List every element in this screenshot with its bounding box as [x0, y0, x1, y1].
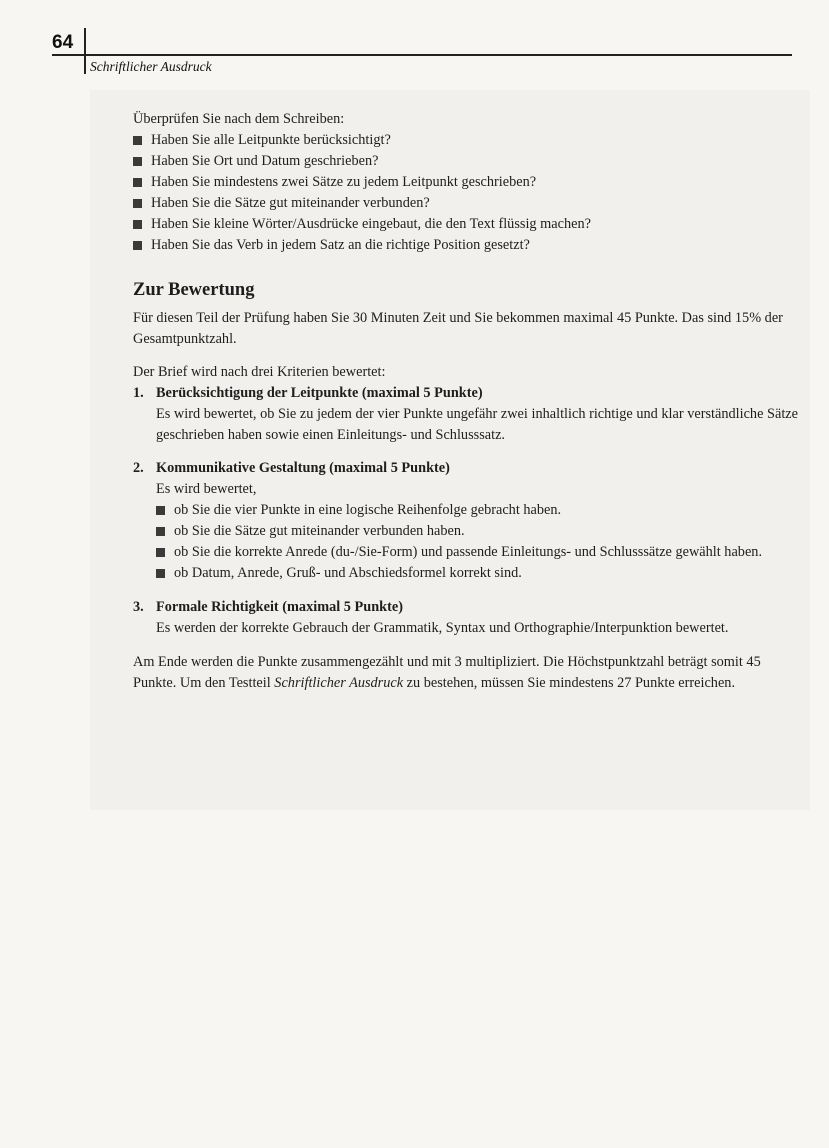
criterion-list-item: ob Sie die korrekte Anrede (du-/Sie-Form) und passende Einleitungs- und Schlusssätze gewählt haben. [156, 542, 798, 563]
section-heading: Zur Bewertung [133, 280, 255, 300]
final-text-start: Am Ende werden die Punkte zusammengezählt und mit 3 multipliziert. Die Höchstpunktzahl beträgt somit 45 Punkte. Um den Testteil [133, 654, 761, 691]
page-header [0, 0, 829, 90]
criterion-title: Formale Richtigkeit (maximal 5 Punkte) [156, 599, 403, 615]
criterion-list-item: ob Sie die Sätze gut miteinander verbunden haben. [156, 521, 798, 542]
header-rule [52, 54, 792, 56]
final-text-end: zu bestehen, müssen Sie mindestens 27 Punkte erreichen. [403, 675, 736, 691]
checklist-item: Haben Sie das Verb in jedem Satz an die richtige Position gesetzt? [133, 235, 798, 256]
page-number: 64 [52, 32, 74, 53]
criterion-list-item: ob Datum, Anrede, Gruß- und Abschiedsformel korrekt sind. [156, 563, 798, 584]
page-content [133, 109, 798, 694]
checklist-intro: Überprüfen Sie nach dem Schreiben: [133, 111, 345, 127]
criterion-body: Es wird bewertet, ob Sie zu jedem der vier Punkte ungefähr zwei inhaltlich richtige und klar verständliche Sätze geschrieben haben sowie einen Einleitungs- und Schlusssatz. [156, 406, 798, 443]
criterion-list-item: ob Sie die vier Punkte in eine logische Reihenfolge gebracht haben. [156, 500, 798, 521]
criterion-title: Kommunikative Gestaltung (maximal 5 Punkte) [156, 460, 450, 476]
criterion-title: Berücksichtigung der Leitpunkte (maximal 5 Punkte) [156, 385, 483, 401]
criterion-1 [133, 383, 798, 446]
checklist-item: Haben Sie kleine Wörter/Ausdrücke eingebaut, die den Text flüssig machen? [133, 214, 798, 235]
criterion-body: Es werden der korrekte Gebrauch der Grammatik, Syntax und Orthographie/Interpunktion bewertet. [156, 620, 729, 636]
checklist-item: Haben Sie mindestens zwei Sätze zu jedem Leitpunkt geschrieben? [133, 172, 798, 193]
criterion-number: 1. [133, 385, 144, 401]
section-title: Schriftlicher Ausdruck [90, 59, 212, 74]
criterion-number: 2. [133, 460, 144, 476]
criteria-intro: Der Brief wird nach drei Kriterien bewertet: [133, 364, 386, 380]
criterion-3 [133, 597, 798, 639]
criterion-2 [133, 458, 798, 584]
criterion-number: 3. [133, 599, 144, 615]
criterion-body: Es wird bewertet, [156, 481, 257, 497]
checklist-item: Haben Sie die Sätze gut miteinander verbunden? [133, 193, 798, 214]
checklist [133, 130, 798, 256]
final-paragraph [133, 652, 798, 694]
intro-paragraph: Für diesen Teil der Prüfung haben Sie 30 Minuten Zeit und Sie bekommen maximal 45 Punkte. Das sind 15% der Gesamtpunktzahl. [133, 310, 783, 347]
criterion-list [156, 500, 798, 584]
checklist-item: Haben Sie Ort und Datum geschrieben? [133, 151, 798, 172]
checklist-item: Haben Sie alle Leitpunkte berücksichtigt? [133, 130, 798, 151]
header-divider-vertical [84, 28, 86, 74]
final-text-emphasis: Schriftlicher Ausdruck [274, 675, 404, 691]
